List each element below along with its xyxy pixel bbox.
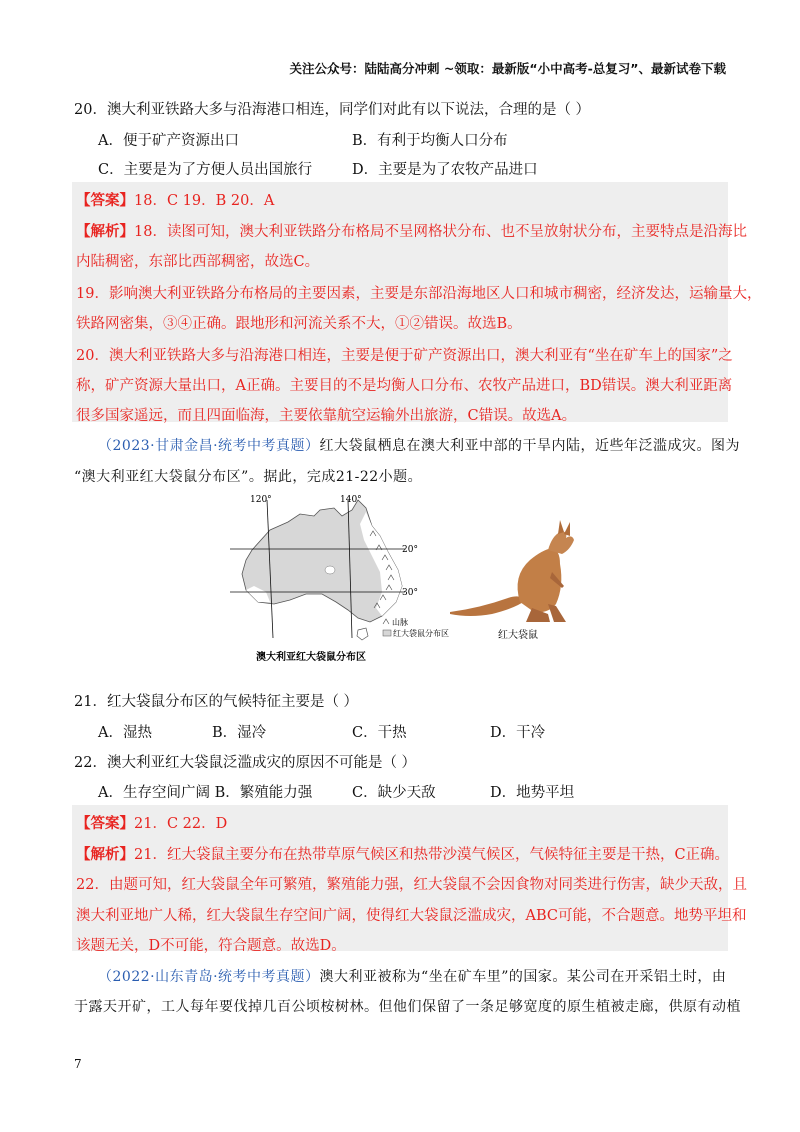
analysis-1-line2: 内陆稠密，东部比西部稠密，故选C。	[76, 254, 320, 270]
page-number: 7	[74, 1057, 82, 1071]
analysis-tag: 【解析】	[76, 846, 134, 863]
q22-option-c: C．缺少天敌	[352, 785, 436, 801]
intro-text: 澳大利亚被称为“坐在矿车里”的国家。某公司在开采铝土时，由	[319, 969, 727, 985]
analysis-2-line3: 澳大利亚地广人稀，红大袋鼠生存空间广阔，使得红大袋鼠泛滥成灾，ABC可能，不合题意。地势平坦和	[76, 908, 747, 924]
analysis-text: 21．红大袋鼠主要分布在热带草原气候区和热带沙漠气候区，气候特征主要是干热，C正确。	[134, 847, 730, 863]
lat-30-label: 30°	[402, 588, 418, 598]
q20-stem: 20．澳大利亚铁路大多与沿海港口相连，同学们对此有以下说法，合理的是（ ）	[74, 102, 591, 118]
analysis-1-line4: 铁路网密集，③④正确。跟地形和河流关系不大，①②错误。故选B。	[76, 316, 522, 332]
answer-2	[76, 812, 227, 833]
q22-stem: 22．澳大利亚红大袋鼠泛滥成灾的原因不可能是（ ）	[74, 755, 417, 771]
q22-option-d: D．地势平坦	[490, 785, 575, 801]
kangaroo-caption: 红大袋鼠	[498, 630, 538, 641]
page-header: 关注公众号：陆陆高分冲刺 ~领取：最新版“小中高考-总复习”、最新试卷下载	[289, 61, 726, 76]
answer-1	[76, 189, 274, 210]
answer-values: 18．C 19．B 20．A	[134, 193, 275, 209]
answer-tag: 【答案】	[76, 192, 134, 209]
q20-option-b: B．有利于均衡人口分布	[352, 133, 508, 149]
analysis-2-line1	[76, 843, 729, 864]
analysis-tag: 【解析】	[76, 223, 134, 240]
analysis-1-line1	[76, 220, 747, 241]
q21-option-d: D．干冷	[490, 725, 546, 741]
intro-3-line1	[98, 966, 726, 986]
lon-120-label: 120°	[250, 495, 272, 505]
q21-option-a: A．湿热	[98, 725, 152, 741]
analysis-2-line2: 22．由题可知，红大袋鼠全年可繁殖，繁殖能力强，红大袋鼠不会因食物对同类进行伤害，缺少天敌，且	[76, 877, 747, 893]
q21-option-b: B．湿冷	[212, 725, 267, 741]
analysis-1-line6: 称，矿产资源大量出口，A正确。主要目的不是均衡人口分布、农牧产品进口，BD错误。澳大利亚距离	[76, 378, 733, 394]
source-citation: （2023·甘肃金昌·统考中考真题）	[98, 438, 320, 454]
map-caption: 澳大利亚红大袋鼠分布区	[256, 652, 366, 663]
intro-3-line2: 于露天开矿，工人每年要伐掉几百公顷桉树林。但他们保留了一条足够宽度的原生植被走廊，供原有动植	[74, 999, 741, 1015]
intro-2-line2: “澳大利亚红大袋鼠分布区”。据此，完成21-22小题。	[74, 469, 423, 485]
legend-mountain-icon	[383, 619, 389, 624]
analysis-1-line7: 很多国家遥远，而且四面临海，主要依靠航空运输外出旅游，C错误。故选A。	[76, 408, 577, 424]
q20-option-d: D．主要是为了农牧产品进口	[352, 162, 538, 178]
analysis-1-line3: 19．影响澳大利亚铁路分布格局的主要因素，主要是东部沿海地区人口和城市稠密，经济发达，运输量大，	[76, 286, 762, 302]
lon-140-label: 140°	[340, 495, 362, 505]
map-figure-svg	[230, 490, 580, 665]
analysis-text: 18．读图可知，澳大利亚铁路分布格局不呈网格状分布、也不呈放射状分布，主要特点是沿海比	[134, 224, 747, 240]
kangaroo-illustration	[450, 520, 574, 622]
figure-kangaroo-map	[230, 490, 580, 665]
q21-stem: 21．红大袋鼠分布区的气候特征主要是（ ）	[74, 694, 359, 710]
answer-tag: 【答案】	[76, 815, 134, 832]
q21-option-c: C．干热	[352, 725, 407, 741]
answer-values: 21．C 22．D	[134, 816, 228, 832]
tasmania	[357, 628, 368, 640]
analysis-2-line4: 该题无关，D不可能，符合题意。故选D。	[76, 938, 346, 954]
intro-text: 红大袋鼠栖息在澳大利亚中部的干旱内陆，近些年泛滥成灾。图为	[319, 438, 741, 454]
analysis-1-line5: 20．澳大利亚铁路大多与沿海港口相连，主要是便于矿产资源出口，澳大利亚有“坐在矿车上的国家”之	[76, 348, 733, 364]
q20-option-a: A．便于矿产资源出口	[98, 133, 239, 149]
intro-2-line1	[98, 435, 740, 455]
q20-option-c: C．主要是为了方便人员出国旅行	[98, 162, 313, 178]
lat-20-label: 20°	[402, 545, 418, 555]
legend-area-swatch	[383, 630, 391, 636]
source-citation: （2022·山东青岛·统考中考真题）	[98, 969, 320, 985]
legend-area-label: 红大袋鼠分布区	[393, 629, 449, 638]
legend-mountain-label: 山脉	[392, 618, 408, 627]
q22-option-ab: A．生存空间广阔 B．繁殖能力强	[98, 785, 313, 801]
